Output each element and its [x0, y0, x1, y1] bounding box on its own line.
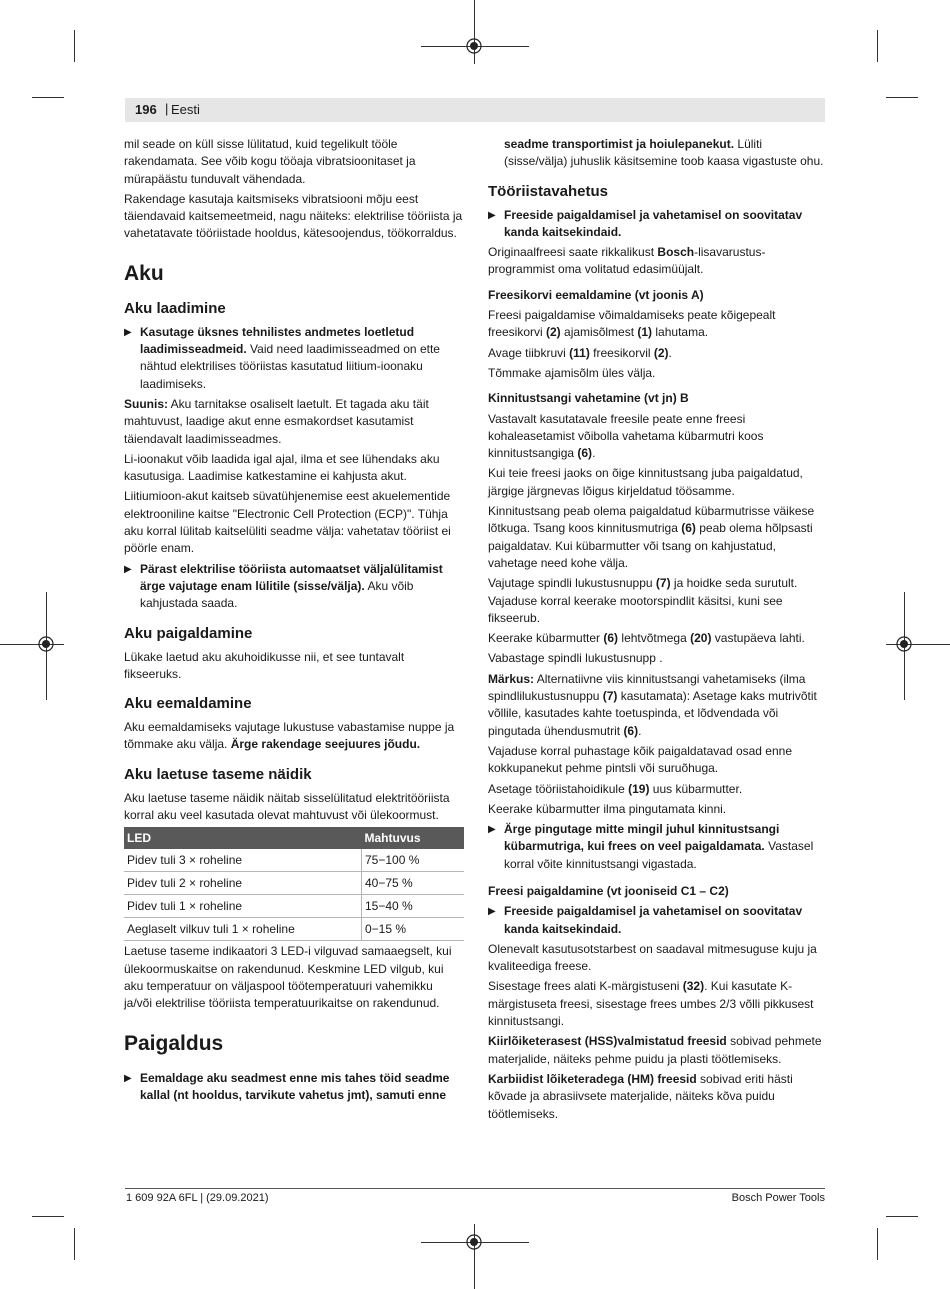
table-cell-led: Pidev tuli 1 × roheline: [124, 895, 362, 918]
paragraph: Vajaduse korral puhastage kõik paigaldatavad osad enne kokkupanekut pehme pintsli või suruõhuga.: [488, 743, 792, 776]
paragraph-text: Freesi paigaldamise võimaldamiseks peate kõigepealt freesikorvi: [488, 308, 776, 340]
paragraph-text: .: [638, 723, 642, 738]
ref-number: (32): [682, 979, 705, 994]
subheading-aku-eemaldamine: Aku eemaldamine: [124, 695, 252, 713]
table-header-capacity: Mahtuvus: [362, 827, 465, 849]
paragraph-text: Alternatiivne viis kinnitustsangi vahetamiseks (ilma spindlilukustusnuppu: [488, 671, 806, 704]
table-row: [124, 872, 464, 895]
paragraph-text: Kinnitustsang peab olema paigaldatud kübarmutrisse väikese lõtkuga. Tsang koos kinnitusmutriga: [488, 504, 815, 536]
subheading-aku-paigaldamine: Aku paigaldamine: [124, 624, 253, 642]
brand-bold: Bosch: [657, 245, 695, 260]
warning-bullet: [124, 324, 464, 393]
table-row: [124, 849, 464, 872]
paragraph-text: Avage tiibkruvi: [488, 345, 570, 360]
paragraph: [124, 396, 464, 448]
paragraph: [488, 671, 828, 740]
paragraph: [488, 345, 828, 362]
paragraph-text: ajamisõlmest: [560, 325, 638, 340]
ref-number: (11): [569, 345, 590, 360]
paragraph-text: lahutama.: [652, 325, 709, 340]
crop-mark: [0, 644, 64, 645]
table-cell-capacity: 15−40 %: [362, 895, 465, 918]
crop-mark: [877, 30, 878, 62]
crop-mark: [74, 1228, 75, 1260]
crop-mark: [877, 1228, 878, 1260]
paragraph: Tõmmake ajamisõlm üles välja.: [488, 365, 656, 380]
bullet-text: Aku võib kahjustada saada.: [140, 578, 414, 611]
paragraph-text: -lisavarustus-programmist oma volitatud edasimüüjalt.: [488, 245, 766, 277]
paragraph-text: sobivad eriti hästi kõvade ja abrasiivsete materjalide, näiteks kõva puidu töötlemiseks.: [488, 1071, 793, 1121]
registration-mark-icon: [466, 1234, 482, 1250]
subheading-freesikorv: Freesikorvi eemaldamine (vt joonis A): [488, 287, 704, 302]
charge-level-table: [124, 827, 464, 941]
ref-number: (6): [681, 521, 696, 536]
paragraph: Rakendage kasutaja kaitsmiseks vibratsiooni mõju eest täiendavaid kaitsemeetmeid, nagu näiteks: elektrilise tööriista ja vahetatavate tööriistade hooldus, kätesoojendus, töökorraldus.: [124, 191, 463, 241]
paragraph: Lükake laetud aku akuhoidikusse nii, et see tuntavalt fikseeruks.: [124, 649, 405, 681]
paragraph: [488, 307, 828, 342]
paragraph: Vabastage spindli lukustusnupp .: [488, 651, 663, 666]
ref-number: (6): [603, 631, 619, 646]
ref-number: (20): [690, 631, 712, 646]
paragraph: [488, 1071, 828, 1123]
paragraph-text: vastupäeva lahti.: [711, 631, 805, 646]
paragraph-text: sobivad pehmete materjalide, näiteks pehme puidu ja plasti töötlemiseks.: [488, 1034, 822, 1066]
bullet-bold: Freeside paigaldamisel ja vahetamisel on soovitatav kanda kaitsekindaid.: [504, 904, 803, 936]
ref-number: (19): [628, 781, 650, 796]
arrow-right-icon: ▶: [124, 563, 132, 575]
paragraph: [124, 719, 464, 754]
paragraph-text: Vajutage spindli lukustusnuppu: [488, 576, 656, 591]
registration-mark-icon: [896, 636, 912, 652]
paragraph-bold: Kiirlõiketerasest (HSS)valmistatud freesid: [488, 1034, 727, 1049]
table-header-row: [124, 827, 464, 849]
paragraph: [488, 244, 828, 279]
table-cell-led: Aeglaselt vilkuv tuli 1 × roheline: [124, 918, 362, 941]
subheading-freesi-paigaldamine: Freesi paigaldamine (vt jooniseid C1 – C2): [488, 883, 729, 898]
right-column: [488, 136, 828, 1126]
arrow-right-icon: ▶: [488, 906, 496, 918]
registration-mark-icon: [466, 38, 482, 54]
paragraph-text: kasutamata): Asetage kaks mutrivõtit võllile, kasutades kahte toetuspinda, et lõdvendada või pingutada ühendusmutrit: [488, 689, 817, 738]
paragraph-text: Aku eemaldamiseks vajutage lukustuse vabastamise nuppe ja tõmmake aku välja.: [124, 720, 455, 752]
table-row: [124, 895, 464, 918]
paragraph-text: peab olema hõlpsasti paigaldatav. Kui kübarmutter või tsang on kahjustatud, vahetage need kohe välja.: [488, 521, 813, 570]
arrow-right-icon: ▶: [488, 209, 496, 221]
page-header: [125, 98, 825, 122]
footer-rule: [125, 1188, 825, 1189]
ref-number: (7): [602, 689, 618, 704]
bullet-bold: Kasutage üksnes tehnilistes andmetes loetletud laadimisseadmeid.: [140, 324, 415, 357]
note-label: Märkus:: [488, 671, 535, 686]
bullet-bold: Ärge pingutage mitte mingil juhul kinnitustsangi kübarmutriga, kui frees on veel paigaldamata.: [504, 822, 780, 854]
ref-number: (6): [577, 446, 593, 461]
ref-number: (1): [637, 325, 653, 340]
subheading-laetuse-naidik: Aku laetuse taseme näidik: [124, 765, 312, 783]
paragraph: Keerake kübarmutter ilma pingutamata kinni.: [488, 801, 727, 816]
paragraph: [488, 411, 828, 463]
table-cell-led: Pidev tuli 2 × roheline: [124, 872, 362, 895]
arrow-right-icon: ▶: [488, 824, 496, 836]
warning-bullet: [124, 561, 464, 613]
bullet-text: Vaid need laadimisseadmed on ette nähtud elektrilises tööriistas kasutatud liitium-ioonaku laadimiseks.: [140, 342, 440, 391]
table-cell-capacity: 0−15 %: [362, 918, 465, 941]
warning-bullet: [488, 821, 828, 873]
paragraph: mil seade on küll sisse lülitatud, kuid tegelikult tööle rakendamata. See võib kogu tööaja vibratsioonitaset ja mürapäästu tunduvalt vähendada.: [124, 137, 416, 186]
header-language: Eesti: [171, 102, 200, 117]
paragraph-text: uus kübarmutter.: [649, 781, 743, 796]
footer-doc-id: 1 609 92A 6FL | (29.09.2021): [126, 1192, 269, 1204]
paragraph: [488, 978, 828, 1030]
ref-number: (2): [653, 345, 669, 360]
ref-number: (7): [655, 576, 671, 591]
paragraph: [488, 1033, 828, 1068]
warning-bullet: [124, 1070, 464, 1105]
table-cell-led: Pidev tuli 3 × roheline: [124, 849, 362, 872]
subheading-aku-laadimine: Aku laadimine: [124, 299, 226, 317]
paragraph-bold: seadme transportimist ja hoiulepanekut.: [504, 137, 735, 151]
warning-bullet: [488, 903, 828, 938]
paragraph-bold: Karbiidist lõiketeradega (HM) freesid: [488, 1071, 697, 1086]
table-cell-capacity: 75−100 %: [362, 849, 465, 872]
registration-mark-icon: [38, 636, 54, 652]
warning-bullet: [488, 207, 828, 242]
paragraph: [488, 136, 828, 171]
table-row: [124, 918, 464, 941]
crop-mark: [886, 1216, 918, 1217]
bullet-text: Vastasel korral võite kinnitustsangi vigastada.: [504, 839, 814, 871]
paragraph: Liitiumioon-akut kaitseb süvatühjenemise eest akuelementide elektrooniline kaitse "Electronic Cell Protection (ECP)". Tühja aku korral lülitab kaitselüliti seadme välja: vahetatav tööriist ei pöörle enam.: [124, 489, 451, 556]
paragraph-text: Originaalfreesi saate rikkalikust: [488, 245, 658, 260]
arrow-right-icon: ▶: [124, 326, 132, 338]
table-header-led: LED: [124, 827, 362, 849]
crop-mark: [32, 97, 64, 98]
arrow-right-icon: ▶: [124, 1072, 132, 1084]
bullet-bold: Freeside paigaldamisel ja vahetamisel on soovitatav kanda kaitsekindaid.: [504, 207, 803, 239]
paragraph-text: Asetage tööriistahoidikule: [488, 781, 629, 796]
paragraph: Li-ioonakut võib laadida igal ajal, ilma et see lühendaks aku kasutusiga. Laadimise katkestamine ei kahjusta akut.: [124, 451, 440, 484]
crop-mark: [474, 0, 475, 64]
paragraph-text: .: [592, 446, 596, 461]
bullet-bold: Pärast elektrilise tööriista automaatset väljalülitamist ärge vajutage enam lülitile (sisse/välja).: [140, 561, 443, 593]
paragraph: Laetuse taseme indikaatori 3 LED-i vilguvad samaaegselt, kui ülekoormuskaitse on rakendunud. Keskmine LED vilgub, kui aku temperatuur on väljaspool töötemperatuuri vahemikku ja/või elektrilise tööriista temperatuurikaitse on rakendunud.: [124, 944, 452, 1011]
paragraph-text: .: [668, 345, 672, 360]
subheading-kinnitustsang: Kinnitustsangi vahetamine (vt jn) B: [488, 391, 689, 406]
paragraph: [488, 575, 828, 627]
crop-mark: [886, 97, 918, 98]
paragraph: [488, 781, 828, 798]
footer-brand: Bosch Power Tools: [731, 1192, 825, 1204]
paragraph-text: Sisestage frees alati K-märgistuseni: [488, 979, 683, 994]
ref-number: (6): [623, 723, 639, 738]
paragraph-text: ja hoidke seda surutult. Vajaduse korral keerake mootorspindlit käsitsi, kuni see fikseerub.: [488, 576, 798, 625]
note-label: Suunis:: [124, 396, 168, 411]
paragraph-text: Keerake kübarmutter: [488, 631, 604, 646]
paragraph: Aku laetuse taseme näidik näitab sisselülitatud elektritööriista korral aku veel kasutada olevat mahtuvust või ülekoormust.: [124, 790, 450, 823]
ref-number: (2): [546, 325, 561, 340]
header-separator: |: [165, 101, 169, 116]
bullet-bold: Eemaldage aku seadmest enne mis tahes töid seadme kallal (nt hooldus, tarvikute vahetus jmt), samuti enne: [140, 1070, 450, 1102]
paragraph-text: lehtvõtmega: [618, 631, 691, 646]
paragraph-bold: Ärge rakendage seejuures jõudu.: [230, 737, 421, 752]
section-heading-paigaldus: Paigaldus: [124, 1031, 224, 1055]
section-heading-aku: Aku: [124, 261, 164, 285]
page-number: 196: [135, 102, 157, 117]
table-cell-capacity: 40−75 %: [362, 872, 465, 895]
paragraph-text: freesikorvil: [589, 345, 654, 360]
crop-mark: [74, 30, 75, 62]
paragraph: Kui teie freesi jaoks on õige kinnitustsang juba paigaldatud, järgige järgnevas lõigus kirjeldatud töösamme.: [488, 466, 803, 498]
subheading-tooriistavahetus: Tööriistavahetus: [488, 182, 609, 200]
crop-mark: [32, 1216, 64, 1217]
paragraph: [488, 630, 828, 647]
paragraph-text: Vastavalt kasutatavale freesile peate enne freesi kohaleasetamist võibolla vahetama kübarmutri koos kinnitustsangiga: [488, 411, 764, 461]
left-column: [124, 136, 464, 1107]
note-text: Aku tarnitakse osaliselt laetult. Et tagada aku täit mahtuvust, laadige akut enne esmakordset kasutamist täiendavalt laadimisseadmes.: [124, 396, 429, 446]
paragraph: [488, 503, 828, 572]
paragraph: Olenevalt kasutusotstarbest on saadaval mitmesuguse kuju ja kvaliteediga freese.: [488, 941, 817, 974]
paragraph-text: Lüliti (sisse/välja) juhuslik käsitsemine toob kaasa vigastuste ohu.: [504, 137, 824, 169]
paragraph-text: . Kui kasutate K-märgistuseta freesi, sisestage frees umbes 2/3 võlli pikkusest kinnitustsangi.: [488, 979, 814, 1029]
